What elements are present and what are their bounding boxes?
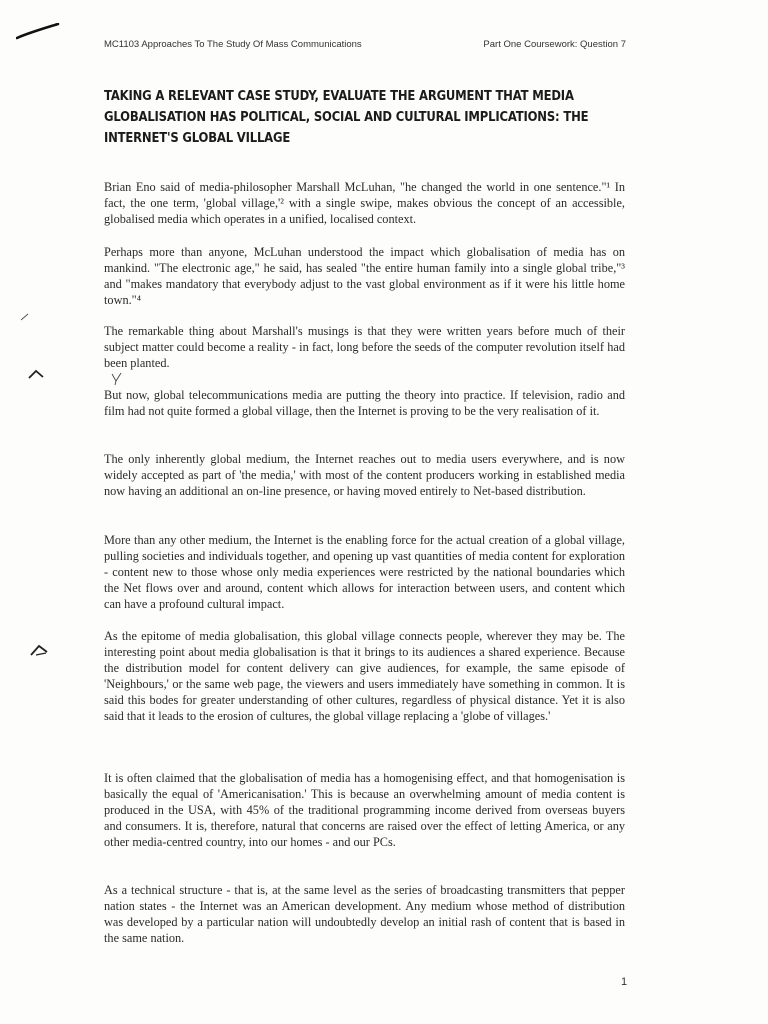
body-paragraph: The only inherently global medium, the Internet reaches out to media users everywhere, and is now widely accepted as part of 'the media,' with most of the content producers working in established media now having an additional an on-line presence, or having moved entirely to Net-based distribution.: [104, 452, 625, 498]
title-line: TAKING A RELEVANT CASE STUDY, EVALUATE THE ARGUMENT THAT MEDIA: [104, 89, 574, 104]
margin-arrow-mark: [30, 643, 48, 657]
essay-title: [104, 86, 623, 149]
running-header: [104, 39, 626, 53]
body-paragraph: Brian Eno said of media-philosopher Marshall McLuhan, "he changed the world in one sentence."¹ In fact, the one term, 'global village,'² with a single swipe, makes obvious the concept of an accessible, globalised media which operates in a unified, localised context.: [104, 180, 625, 226]
body-paragraph: The remarkable thing about Marshall's musings is that they were written years before much of their subject matter could become a reality - in fact, long before the seeds of the computer revolution itself had been planted.: [104, 324, 625, 370]
body-paragraph: More than any other medium, the Internet is the enabling force for the actual creation of a global village, pulling societies and individuals together, and opening up vast quantities of media content for exploration - content new to those whose only media experiences were restricted by the national boundaries which the Net flows over and around, content which allows for interaction between users, and content which can have a profound cultural impact.: [104, 533, 625, 611]
title-line: GLOBALISATION HAS POLITICAL, SOCIAL AND CULTURAL IMPLICATIONS: THE: [104, 110, 589, 125]
margin-tick-mark: [20, 312, 30, 322]
margin-caret-mark: [28, 368, 44, 380]
body-paragraph: It is often claimed that the globalisation of media has a homogenising effect, and that homogenisation is basically the equal of 'Americanisation.' This is because an overwhelming amount of media content is produced in the USA, with 45% of the traditional programming income derived from overseas buyers and consumers. It is, therefore, natural that concerns are raised over the effect of letting America, or any other media-centred country, into our homes - and our PCs.: [104, 771, 625, 849]
body-paragraph: As a technical structure - that is, at the same level as the series of broadcasting transmitters that pepper nation states - the Internet was an American development. Any medium whose method of distribution was developed by a particular nation will undoubtedly develop an initial rash of content that is based in the same nation.: [104, 883, 625, 945]
body-paragraph: Perhaps more than anyone, McLuhan understood the impact which globalisation of media has on mankind. "The electronic age," he said, has sealed "the entire human family into a single global tribe,"³ and "makes mandatory that everybody adjust to the vast global environment as if it were his little home town."⁴: [104, 245, 625, 307]
pen-stroke-mark: [16, 23, 60, 41]
body-paragraph: But now, global telecommunications media are putting the theory into practice. If television, radio and film had not quite formed a global village, then the Internet is proving to be the very realisation of it.: [104, 388, 625, 418]
title-line: INTERNET'S GLOBAL VILLAGE: [104, 131, 291, 146]
handwritten-annotation: [110, 372, 124, 386]
page-number: 1: [621, 976, 628, 988]
body-paragraph: As the epitome of media globalisation, this global village connects people, wherever they may be. The interesting point about media globalisation is that it brings to its audiences a shared experience. Because the distribution model for content delivery can give audiences, for example, the same episode of 'Neighbours,' or the same web page, the viewers and users immediately have something in common. It is said this bodes for greater understanding of other cultures, regardless of physical distance. Yet it is also said that it leads to the erosion of cultures, the global village replacing a 'globe of villages.': [104, 629, 625, 723]
assignment-label: Part One Coursework: Question 7: [483, 39, 626, 50]
course-code-title: MC1103 Approaches To The Study Of Mass Communications: [104, 39, 362, 50]
